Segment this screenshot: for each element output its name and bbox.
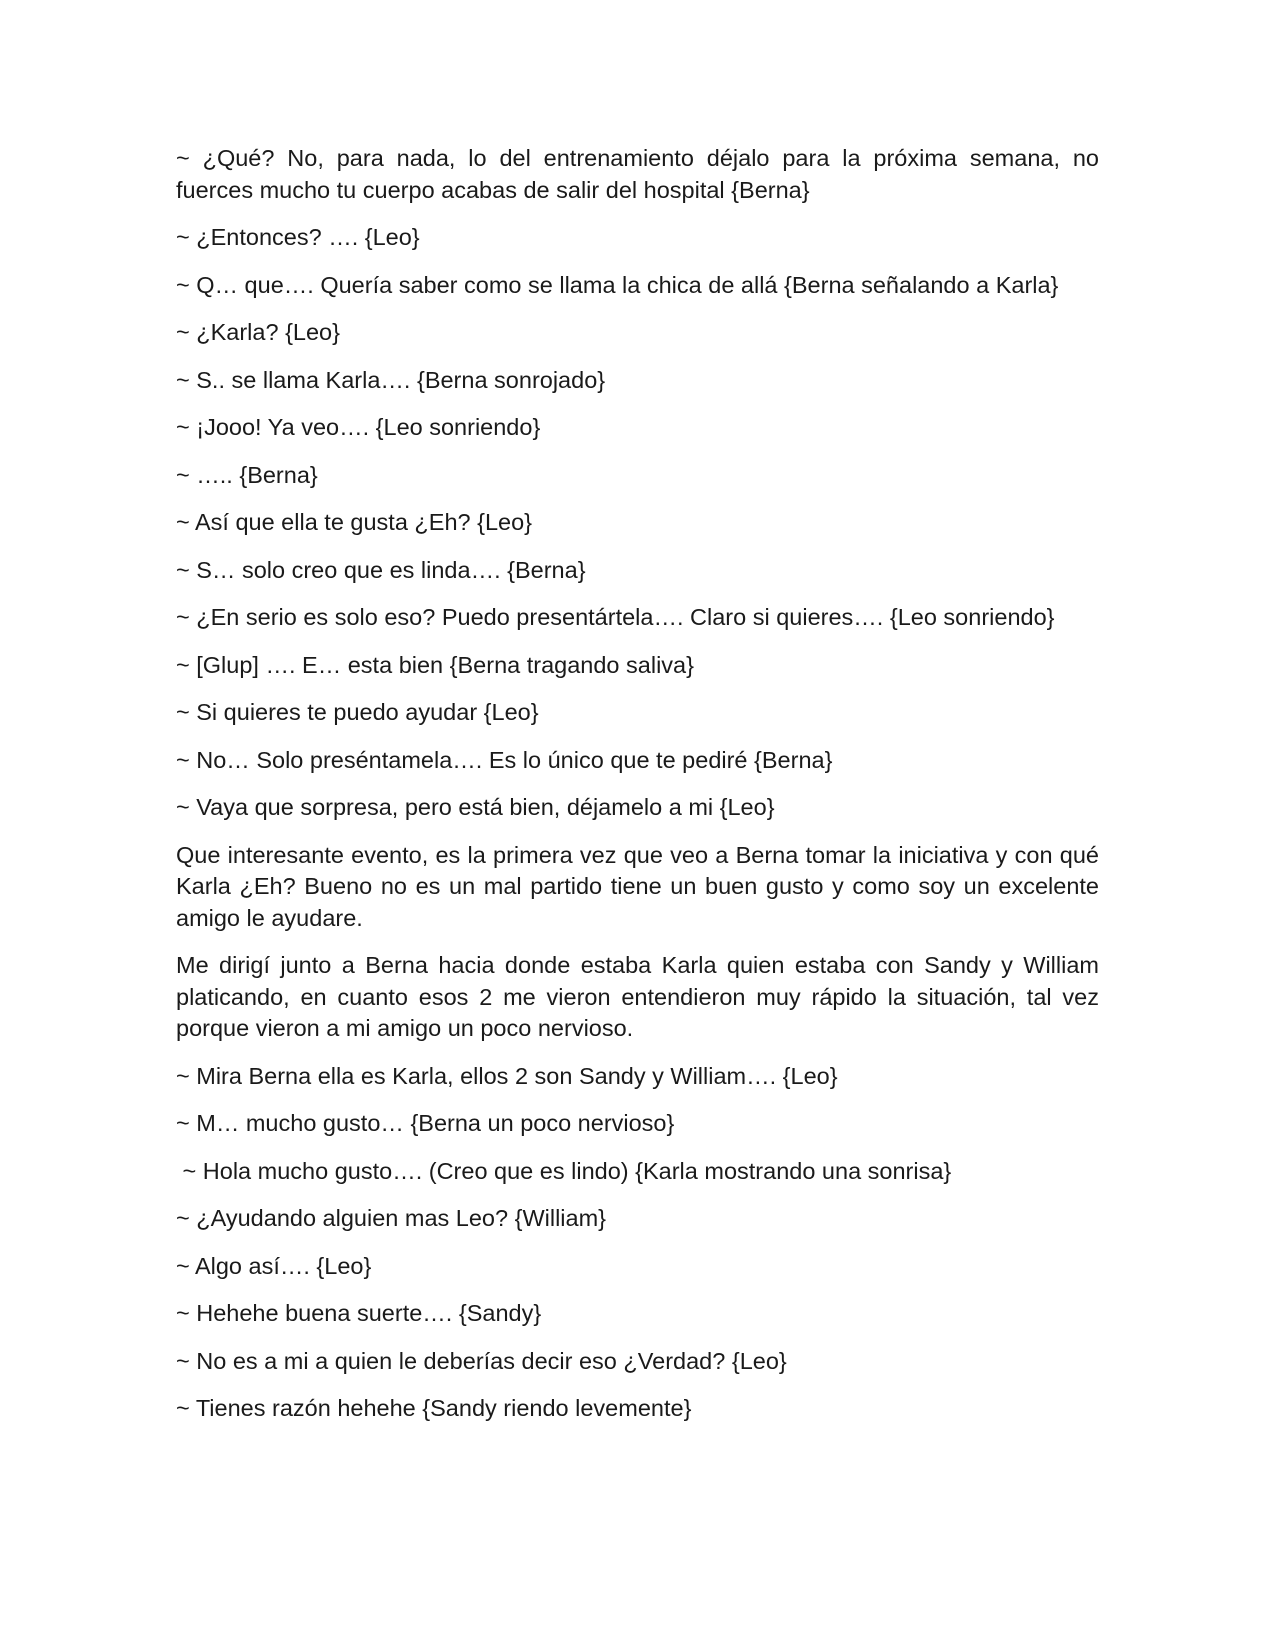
dialogue-line: ~ No es a mi a quien le deberías decir eso ¿Verdad? {Leo} — [176, 1347, 787, 1374]
narration-paragraph: Que interesante evento, es la primera vez que veo a Berna tomar la iniciativa y con qué Karla ¿Eh? Bueno no es un mal partido tiene un buen gusto y como soy un excelente amigo le ayudare. — [176, 841, 1099, 931]
dialogue-line: ~ Así que ella te gusta ¿Eh? {Leo} — [176, 509, 533, 535]
paragraph: ~ ¿Qué? No, para nada, lo del entrenamiento déjalo para la próxima semana, no fuerces mucho tu cuerpo acabas de salir del hospital {Berna} — [176, 145, 1099, 203]
dialogue-line: ~ Mira Berna ella es Karla, ellos 2 son Sandy y William…. {Leo} — [176, 1062, 838, 1089]
dialogue-line: ~ ¿Karla? {Leo} — [176, 319, 340, 345]
document-page — [176, 143, 1099, 1441]
dialogue-line: ~ Algo así…. {Leo} — [176, 1252, 372, 1279]
dialogue-line: ~ Q… que…. Quería saber como se llama la chica de allá {Berna señalando a Karla} — [176, 271, 1059, 298]
dialogue-line: ~ ¿Entonces? …. {Leo} — [176, 224, 420, 250]
dialogue-line: ~ No… Solo preséntamela…. Es lo único que te pediré {Berna} — [176, 746, 833, 773]
dialogue-line: ~ M… mucho gusto… {Berna un poco nervioso} — [176, 1110, 675, 1136]
dialogue-line: ~ S… solo creo que es linda…. {Berna} — [176, 556, 586, 583]
dialogue-line: ~ ¡Jooo! Ya veo…. {Leo sonriendo} — [176, 414, 541, 440]
dialogue-line: ~ Tienes razón hehehe {Sandy riendo levemente} — [176, 1395, 692, 1421]
dialogue-line: ~ [Glup] …. E… esta bien {Berna tragando saliva} — [176, 651, 694, 678]
dialogue-line: ~ Si quieres te puedo ayudar {Leo} — [176, 699, 539, 725]
dialogue-line: ~ ¿En serio es solo eso? Puedo presentártela…. Claro si quieres…. {Leo sonriendo} — [176, 604, 1055, 630]
dialogue-line: ~ Vaya que sorpresa, pero está bien, déjamelo a mi {Leo} — [176, 794, 775, 820]
dialogue-line: ~ ¿Ayudando alguien mas Leo? {William} — [176, 1205, 607, 1231]
dialogue-line: ~ ….. {Berna} — [176, 461, 318, 488]
dialogue-line: ~ Hola mucho gusto…. (Creo que es lindo) {Karla mostrando una sonrisa} — [176, 1157, 952, 1184]
dialogue-line: ~ Hehehe buena suerte…. {Sandy} — [176, 1300, 542, 1326]
narration-paragraph: Me dirigí junto a Berna hacia donde estaba Karla quien estaba con Sandy y William platicando, en cuanto esos 2 me vieron entendieron muy rápido la situación, tal vez porque vieron a mi amigo un poco nervioso. — [176, 952, 1099, 1041]
dialogue-line: ~ S.. se llama Karla…. {Berna sonrojado} — [176, 366, 606, 393]
